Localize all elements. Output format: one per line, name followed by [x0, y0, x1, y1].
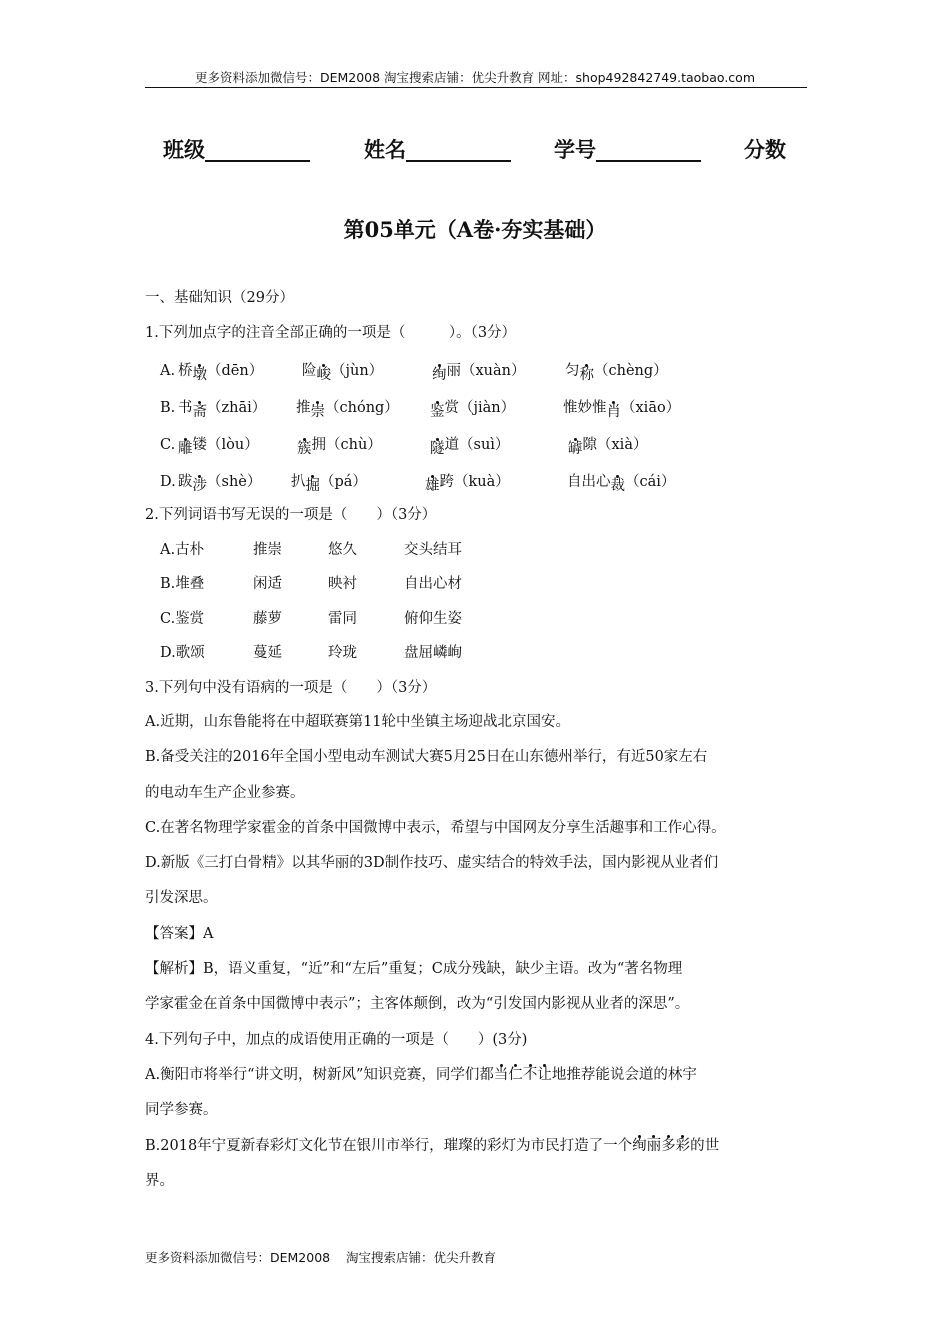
page-title: 第05单元（A卷·夯实基础）	[343, 217, 607, 242]
q3-option-b-cont: 的电动车生产企业参赛。	[145, 784, 305, 801]
q3-option-b: B.备受关注的2016年全国小型电动车测试大赛5月25日在山东德州举行，有近50家左右	[145, 749, 708, 766]
q2-option-d	[145, 639, 810, 674]
option-item: 雄跨（kuà）	[425, 474, 510, 494]
word: 悠久	[328, 541, 357, 558]
emphasis-char: 多	[661, 1137, 676, 1154]
q3-stem: 3.下列句中没有语病的一项是（ ）（3分）	[145, 679, 437, 696]
word: 盘屈嶙峋	[404, 645, 462, 661]
option-item: 跋涉（shè）	[178, 474, 262, 494]
header-note: 更多资料添加微信号：DEM2008 淘宝搜索店铺：优尖升教育 网址：shop492842749.taobao.com	[194, 70, 756, 85]
q1-option-a	[145, 353, 810, 390]
emphasis-char: 绚	[632, 1137, 647, 1154]
option-item: 绚丽（xuàn）	[432, 363, 526, 383]
q4-option-b: B.2018年宁夏新春彩灯文化节在银川市举行，璀璨的彩灯为市民打造了一个绚丽多彩的世	[145, 1137, 720, 1154]
q1-option-c	[145, 427, 810, 464]
score-field: 分数	[744, 138, 786, 162]
emphasis-char: 当	[493, 1066, 509, 1083]
option-item: 簇拥（chù）	[297, 437, 382, 457]
q1-option-b	[145, 390, 810, 427]
q2-stem: 2.下列词语书写无误的一项是（ ）（3分）	[145, 507, 437, 523]
q2-option-c	[145, 605, 810, 640]
name-field: 姓名__________	[364, 138, 511, 162]
option-item: 书斋（zhāi）	[178, 400, 267, 420]
q1-option-d	[145, 464, 810, 501]
word: 推崇	[253, 541, 282, 558]
q2-option-b	[145, 570, 810, 605]
option-label: C.	[160, 437, 176, 453]
word: 藤萝	[253, 610, 282, 627]
q4-option-b-cont: 界。	[145, 1172, 174, 1189]
q3-analysis-cont: 学家霍金在首条中国微博中表示”；主客体颠倒，改为“引发国内影视从业者的深思”。	[145, 996, 690, 1013]
question-content	[145, 284, 810, 1202]
emphasis-char: 不	[522, 1066, 538, 1083]
word: C.鉴赏	[160, 610, 205, 627]
option-item: 扒掘（pá）	[291, 474, 367, 494]
word: A.古朴	[160, 541, 205, 558]
option-label: A.	[160, 363, 176, 379]
word: 蔓延	[253, 645, 282, 661]
option-label: D.	[160, 474, 176, 490]
option-item: 匀称（chèng）	[565, 363, 668, 383]
option-item: 罅隙（xià）	[568, 437, 648, 457]
word: B.堆叠	[160, 576, 205, 592]
emphasis-char: 丽	[646, 1137, 662, 1154]
word: 俯仰生姿	[404, 610, 462, 627]
emphasis-char: 仁	[508, 1066, 523, 1083]
q4-stem: 4.下列句子中，加点的成语使用正确的一项是（ ）(3分)	[145, 1031, 528, 1048]
q3-option-d-cont: 引发深思。	[145, 890, 218, 907]
option-item: 推崇（chóng）	[296, 400, 399, 420]
option-item: 险峻（jùn）	[302, 363, 384, 383]
header-divider	[145, 87, 807, 88]
option-item: 桥墩（dēn）	[178, 363, 264, 383]
word: 闲适	[253, 576, 282, 592]
q1-stem: 1.下列加点字的注音全部正确的一项是（ ）。（3分）	[145, 324, 517, 341]
word: 玲珑	[328, 645, 357, 661]
q3-answer: 【答案】A	[145, 925, 214, 942]
q4-option-a-cont: 同学参赛。	[145, 1102, 218, 1119]
word: D.歌颂	[160, 645, 205, 661]
class-field: 班级__________	[163, 138, 310, 162]
q2-option-a	[145, 536, 810, 571]
footer-note: 更多资料添加微信号：DEM2008 淘宝搜索店铺：优尖升教育	[145, 1250, 497, 1265]
option-item: 自出心裁（cái）	[567, 474, 676, 494]
q3-option-c: C.在著名物理学家霍金的首条中国微博中表示，希望与中国网友分享生活趣事和工作心得。	[145, 819, 726, 836]
q3-option-d: D.新版《三打白骨精》以其华丽的3D制作技巧、虚实结合的特效手法，国内影视从业者们	[145, 855, 719, 872]
student-info-row	[163, 134, 793, 168]
q3-analysis: 【解析】B，语义重复，“近”和“左后”重复；C成分残缺，缺少主语。改为“著名物理	[145, 961, 683, 978]
option-item: 隧道（suì）	[430, 437, 510, 457]
section-heading: 一、基础知识（29分）	[145, 290, 294, 306]
word: 雷同	[328, 610, 357, 627]
emphasis-char: 让	[537, 1066, 552, 1083]
option-item: 雕镂（lòu）	[178, 437, 259, 457]
q3-option-a: A.近期，山东鲁能将在中超联赛第11轮中坐镇主场迎战北京国安。	[145, 714, 571, 730]
q4-option-a: A.衡阳市将举行“讲文明，树新风”知识竞赛，同学们都当仁不让地推荐能说会道的林宇	[145, 1066, 697, 1083]
word: 交头结耳	[404, 541, 462, 558]
student-number-field: 学号__________	[554, 138, 701, 162]
word: 映衬	[328, 576, 357, 592]
word: 自出心材	[404, 576, 462, 592]
emphasis-char: 彩	[675, 1137, 691, 1154]
dotted-idiom	[494, 1067, 552, 1083]
option-item: 惟妙惟肖（xiāo）	[563, 400, 681, 420]
option-label: B.	[160, 400, 176, 416]
option-item: 鉴赏（jiàn）	[430, 400, 516, 420]
dotted-idiom	[632, 1138, 690, 1154]
